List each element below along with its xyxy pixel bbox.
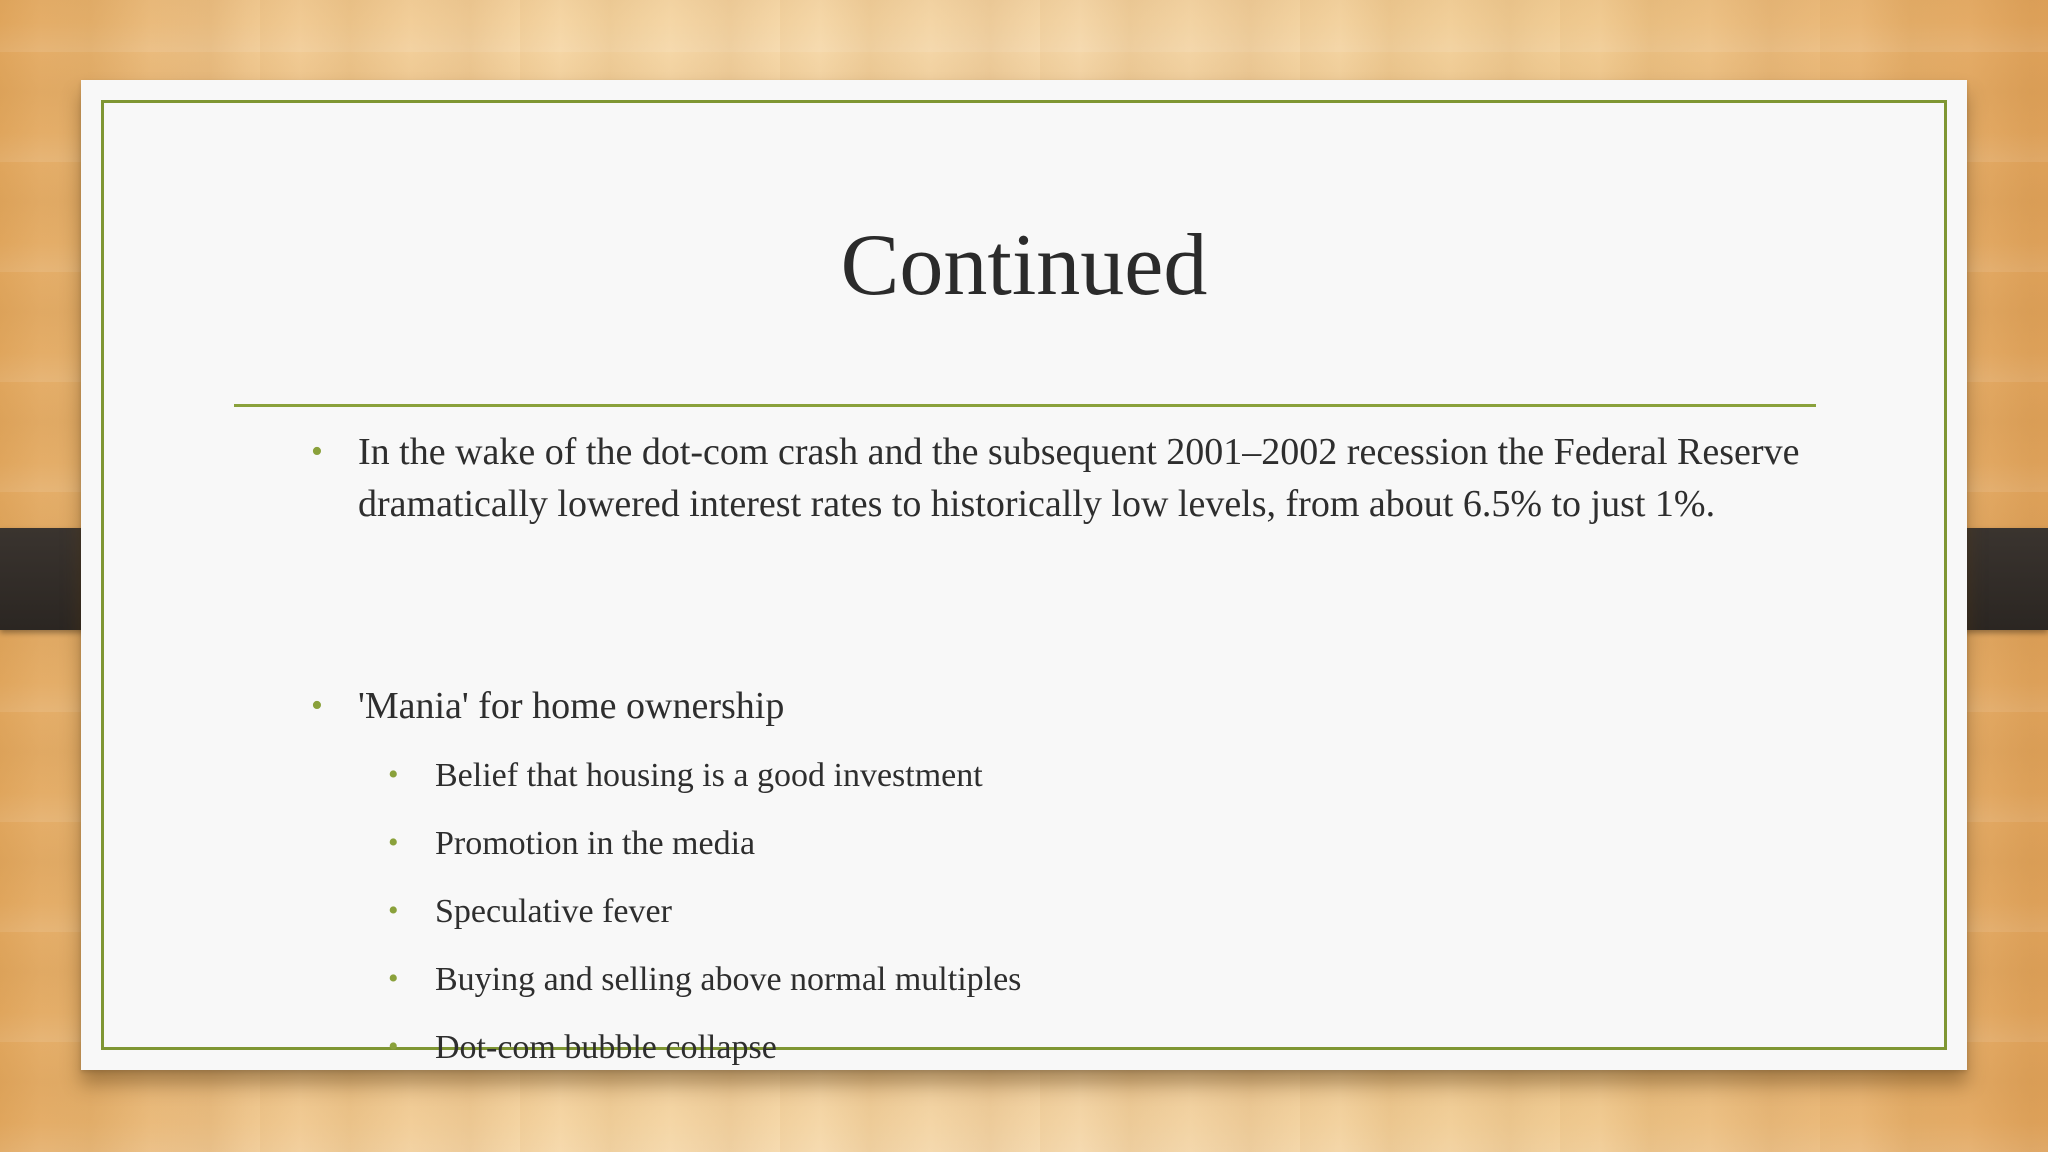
bullet-dot-icon: • xyxy=(311,687,323,724)
sub-bullet-dot-icon: • xyxy=(388,962,399,995)
bullet-item-fed-rates xyxy=(311,426,1918,530)
sub-bullet-item xyxy=(388,890,1835,934)
sub-bullet-text: Buying and selling above normal multiples xyxy=(435,961,1022,998)
sub-bullet-text: Promotion in the media xyxy=(435,825,756,862)
slide-title: Continued xyxy=(840,217,1208,314)
sub-bullet-dot-icon: • xyxy=(388,826,399,859)
sub-bullet-dot-icon: • xyxy=(388,1030,399,1063)
slide-card xyxy=(81,80,1967,1070)
sub-bullet-text: Belief that housing is a good investment xyxy=(435,757,983,794)
sub-bullet-item xyxy=(388,958,1835,1002)
sub-bullet-item xyxy=(388,822,1835,866)
sub-bullet-text: Dot-com bubble collapse xyxy=(435,1029,777,1066)
bullet-item-mania xyxy=(311,680,1918,732)
bullet-dot-icon: • xyxy=(311,433,323,470)
sub-bullet-item xyxy=(388,1026,1835,1070)
sub-bullet-dot-icon: • xyxy=(388,894,399,927)
sub-bullet-text: Speculative fever xyxy=(435,893,672,930)
slide-body xyxy=(81,80,1967,1070)
bullet-text: 'Mania' for home ownership xyxy=(358,685,785,727)
sub-bullet-item xyxy=(388,754,1835,798)
bullet-text: In the wake of the dot-com crash and the subsequent 2001–2002 recession the Federal Reserve dramatically lowered interest rates to historically low levels, from about 6.5% to just 1%. xyxy=(358,431,1800,525)
sub-bullet-dot-icon: • xyxy=(388,758,399,791)
